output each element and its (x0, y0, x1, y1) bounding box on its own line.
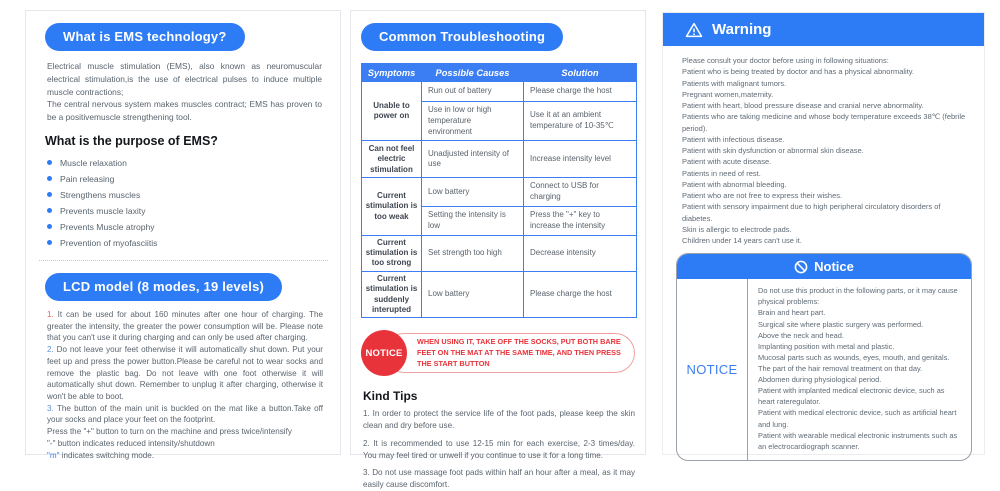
purpose-heading: What is the purpose of EMS? (45, 133, 218, 148)
warning-line: Patient with heart, blood pressure disease and cranial nerve abnormality. (682, 101, 924, 110)
m-key-text: indicates switching mode. (59, 450, 154, 460)
notice-line: Do not use this product in the following parts, or it may cause physical problems: (758, 286, 958, 307)
notice-stamp-badge: NOTICE (361, 330, 407, 376)
warning-line: Patients who are taking medicine and whose body temperature exceeds 38℃ (febrile period). (682, 112, 966, 133)
warning-line: Patient with skin dysfunction or abnormal skin disease. (682, 146, 864, 155)
notice-line: The part of the hair removal treatment on that day. (758, 364, 923, 374)
notice-line: Surgical site where plastic surgery was performed. (758, 319, 924, 329)
cause-cell: Set strength too high (422, 235, 524, 271)
bullet-dot-icon (47, 176, 52, 181)
item-number: 1. (47, 309, 54, 319)
kind-tips-heading: Kind Tips (363, 389, 418, 404)
purpose-list-item (47, 187, 328, 203)
bullet-dot-icon (47, 160, 52, 165)
notice-box (676, 253, 972, 461)
notice-line: Patient with implanted medical electronic device, such as heart rateregulator. (758, 386, 945, 407)
purpose-item-label: Prevents Muscle atrophy (60, 221, 155, 232)
ems-description (47, 60, 322, 124)
warning-title: Warning (712, 21, 772, 38)
notice-line: Implanting position with metal and plastic. (758, 341, 895, 351)
warning-header-bar (663, 13, 984, 46)
symptom-cell: Unable to power on (362, 82, 422, 141)
kind-tip-item: 3. Do not use massage foot pads within half an hour after a meal, as it may easily cause discomfort. (363, 467, 635, 490)
kind-tip-item: 2. It is recommended to use 12-15 min for each exercise, 2-3 times/day. You may feel tired or unwell if you continue to use it for a long time. (363, 438, 635, 460)
cause-cell: Run out of battery (422, 82, 524, 102)
notice-line: Patient with medical electronic device, such as artificial heart and lung. (758, 408, 957, 429)
bullet-dot-icon (47, 192, 52, 197)
warning-line: Children under 14 years can't use it. (682, 236, 802, 245)
bullet-dot-icon (47, 224, 52, 229)
warning-line: Patient with infectious disease. (682, 134, 785, 144)
notice-items (748, 279, 971, 460)
troubleshooting-table (361, 63, 637, 318)
table-row (362, 82, 637, 102)
purpose-list-item (47, 203, 328, 219)
notice-line: Patient with wearable medical electronic instruments such as an electrocardiograph scanner. (758, 430, 958, 451)
cause-cell: Low battery (422, 271, 524, 318)
symptom-cell: Current stimulation is suddenly interupted (362, 271, 422, 318)
solution-cell: Please charge the host (524, 82, 637, 102)
warning-line: Patient who is being treated by doctor and has a physical abnormality. (682, 67, 915, 77)
warning-line: Patient who are not free to express their wishes. (682, 191, 843, 200)
solution-cell: Press the "+" key to increase the intensity (524, 206, 637, 235)
bullet-dot-icon (47, 208, 52, 213)
table-row (362, 141, 637, 178)
purpose-item-label: Prevention of myofasciitis (60, 237, 158, 248)
cause-cell: Use in low or high temperature environment (422, 102, 524, 141)
m-key-label: "m" (47, 450, 60, 460)
solution-cell: Connect to USB for charging (524, 178, 637, 207)
warning-line: Please consult your doctor before using in following situations: (682, 56, 889, 65)
troubleshooting-heading: Common Troubleshooting (361, 23, 563, 51)
notice-line: Brain and heart part. (758, 308, 826, 318)
cause-cell: Low battery (422, 178, 524, 207)
column-header-solution: Solution (524, 64, 637, 82)
warning-line: Pregnant women,maternity. (682, 89, 774, 99)
notice-line: Above the neck and head. (758, 330, 844, 340)
purpose-item-label: Strengthens muscles (60, 189, 141, 200)
symptom-cell: Current stimulation is too strong (362, 235, 422, 271)
purpose-list-item (47, 155, 328, 171)
table-row (362, 235, 637, 271)
panel-ems-info (25, 10, 341, 460)
lcd-instruction-item (47, 403, 323, 426)
notice-side-label: NOTICE (677, 279, 748, 460)
purpose-list-item (47, 171, 328, 187)
panel-troubleshooting (350, 10, 646, 490)
column-header-causes: Possible Causes (422, 64, 524, 82)
purpose-item-label: Muscle relaxation (60, 157, 127, 168)
warning-triangle-icon (685, 22, 703, 38)
press-minus-line: "-" button indicates reduced intensity/shutdown (47, 438, 215, 448)
press-m-line (47, 450, 323, 462)
notice-bubble-text: WHEN USING IT, TAKE OFF THE SOCKS, PUT BOTH BARE FEET ON THE MAT AT THE SAME TIME, AND THEN PRESS THE START BUTTON (417, 336, 621, 368)
solution-cell: Please charge the host (524, 271, 637, 318)
purpose-item-label: Prevents muscle laxity (60, 205, 146, 216)
solution-cell: Decrease intensity (524, 235, 637, 271)
lcd-instruction-item (47, 309, 323, 344)
item-text: Do not leave your feet otherwise it will automatically shut down. Put your feet up and press the power button.Please be careful not to wear socks and remove the plastic bag. Do not leave with one foot otherwise it will automatically shut down. Remember to unplug it after charging, otherwise it won't be able to boot. (47, 345, 323, 401)
column-header-symptoms: Symptoms (362, 64, 422, 82)
ems-description-paragraph: Electrical muscle stimulation (EMS), also known as neuromuscular electrical stimulation,is the use of electrical pulses to induce multiple muscle contractions; (47, 61, 322, 97)
symptom-cell: Can not feel electric stimulation (362, 141, 422, 178)
cause-cell: Unadjusted intensity of use (422, 141, 524, 178)
solution-cell: Use it at an ambient temperature of 10-35℃ (524, 102, 637, 141)
table-header-row (362, 64, 637, 82)
item-number: 3. (47, 403, 54, 413)
kind-tip-item: 1. In order to protect the service life of the foot pads, please keep the skin clean and dry before use. (363, 409, 635, 431)
bullet-dot-icon (47, 240, 52, 245)
notice-line: Abdomen during physiological period. (758, 375, 882, 385)
ems-description-paragraph: The central nervous system makes muscles contract; EMS has proven to be a positivemuscle strengthening tool. (47, 99, 322, 123)
item-text: The button of the main unit is buckled on the mat like a button.Take off your socks and place your feet on the footprint. (47, 403, 323, 425)
warning-line: Patients with malignant tumors. (682, 78, 787, 88)
table-row (362, 271, 637, 318)
item-number: 2. (47, 345, 54, 355)
panel-warning (662, 12, 985, 455)
solution-cell: Increase intensity level (524, 141, 637, 178)
ems-technology-heading: What is EMS technology? (45, 23, 245, 51)
purpose-list-item (47, 219, 328, 235)
warning-line: Patient with acute disease. (682, 157, 772, 167)
dotted-divider (39, 260, 328, 261)
item-text: It can be used for about 160 minutes after one hour of charging. The greater the intensity, the greater the power consumption will be. Please note that you can't use it during charging and can only be used after charging. (47, 309, 323, 343)
notice-box-body (677, 279, 971, 460)
lcd-instructions (47, 309, 323, 462)
warning-line: Patients in need of rest. (682, 168, 761, 178)
lcd-numbered-items (47, 309, 323, 426)
lcd-model-heading: LCD model (8 modes, 19 levels) (45, 273, 282, 301)
kind-tips-list (361, 408, 635, 491)
notice-bubble (384, 333, 635, 373)
lcd-instruction-item (47, 344, 323, 403)
notice-box-header (677, 254, 971, 279)
purpose-list-item (47, 235, 328, 251)
warning-line: Patient with abnormal bleeding. (682, 179, 787, 189)
notice-line: Mucosal parts such as wounds, eyes, mouth, and genitals. (758, 352, 950, 362)
purpose-item-label: Pain releasing (60, 173, 115, 184)
notice-callout (361, 330, 635, 376)
prohibition-icon (794, 260, 808, 274)
cause-cell: Setting the intensity is low (422, 206, 524, 235)
press-plus-line: Press the "+" button to turn on the machine and press twice/intensify (47, 427, 292, 437)
symptom-cell: Current stimulation is too weak (362, 178, 422, 235)
warning-line: Skin is allergic to electrode pads. (682, 224, 792, 234)
table-row (362, 178, 637, 207)
purpose-list (47, 155, 328, 251)
warning-line: Patient with sensory impairment due to high peripheral circulatory disorders of diabetes. (682, 202, 941, 223)
notice-box-title: Notice (814, 259, 854, 275)
warning-text-block (663, 46, 984, 246)
